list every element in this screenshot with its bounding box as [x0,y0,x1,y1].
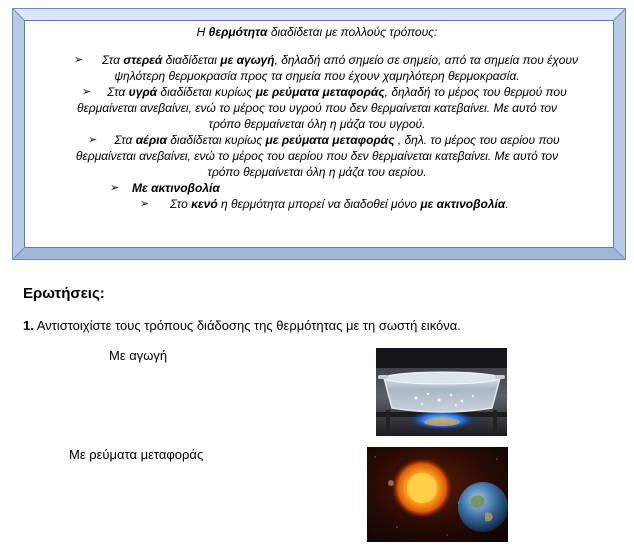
liquid-pre: Στα [107,85,129,99]
vacuum-pre: Στο [170,197,192,211]
question-1 [23,318,461,333]
radiation-item [20,180,614,196]
solid-line1: , δηλαδή από σημείο σε σημείο, από τα σημεία που έχουν [274,53,579,67]
title-post: διαδίδεται με πολλούς τρόπους: [267,25,438,39]
solid-item [20,52,614,84]
sun-earth-image [367,447,508,542]
liquid-bold-2: με ρεύματα μεταφοράς [255,85,385,99]
liquid-item [20,84,614,132]
vacuum-mid: η θερμότητα μπορεί να διαδοθεί μόνο [217,197,421,211]
questions-heading: Ερωτήσεις: [23,285,105,302]
liquid-line1: , δηλαδή το μέρος του θερμού που [384,85,567,99]
arrow-bullet-icon: ➢ [74,54,84,66]
title-bold: θερμότητα [208,25,268,39]
title-pre: Η [196,25,209,39]
gas-line1: , δηλ. το μέρος του αερίου που [394,133,560,147]
boiling-pot-image [376,348,507,436]
gas-line2: θερμαίνεται ανεβαίνει, ενώ το μέρος του αερίου που δεν θερμαίνεται κατεβαίνει. Με αυτό τον [75,149,559,163]
arrow-bullet-icon: ➢ [110,182,120,194]
gas-mid: διαδίδεται κυρίως [166,133,266,147]
liquid-line3: τρόπο θερμαίνεται όλη η μάζα του υγρού. [208,117,426,131]
option-conduction: Με αγωγή [109,348,168,363]
liquid-line2: θερμαίνεται ανεβαίνει, ενώ το μέρος του υγρού που δεν θερμαίνεται κατεβαίνει. Με αυτό τον [77,101,557,115]
vacuum-bold-1: κενό [191,197,218,211]
info-text [20,24,614,212]
gas-bold-2: με ρεύματα μεταφοράς [265,133,395,147]
solid-bold-1: στερεά [123,53,163,67]
radiation-label: Με ακτινοβολία [132,181,220,195]
vacuum-post: . [505,197,509,211]
vacuum-bold-2: με ακτινοβολία [420,197,506,211]
arrow-bullet-icon: ➢ [82,86,92,98]
liquid-mid: διαδίδεται κυρίως [157,85,256,99]
gas-item [20,132,614,180]
info-title [20,24,614,40]
vacuum-item [20,196,614,212]
solid-mid: διαδίδεται [162,53,221,67]
option-convection: Με ρεύματα μεταφοράς [69,447,204,462]
question-1-text: Αντιστοιχίστε τους τρόπους διάδοσης της θερμότητας με τη σωστή εικόνα. [33,318,461,333]
solid-pre: Στα [101,53,124,67]
question-1-number: 1. [23,318,34,333]
gas-bold-1: αέρια [135,133,167,147]
liquid-bold-1: υγρά [128,85,158,99]
solid-bold-2: με αγωγή [220,53,275,67]
gas-line3: τρόπο θερμαίνεται όλη η μάζα του αερίου. [207,165,427,179]
gas-pre: Στα [114,133,136,147]
solid-line2: ψηλότερη θερμοκρασία προς τα σημεία που έχουν χαμηλότερη θερμοκρασία. [114,69,520,83]
arrow-bullet-icon: ➢ [140,198,150,210]
arrow-bullet-icon: ➢ [88,134,98,146]
